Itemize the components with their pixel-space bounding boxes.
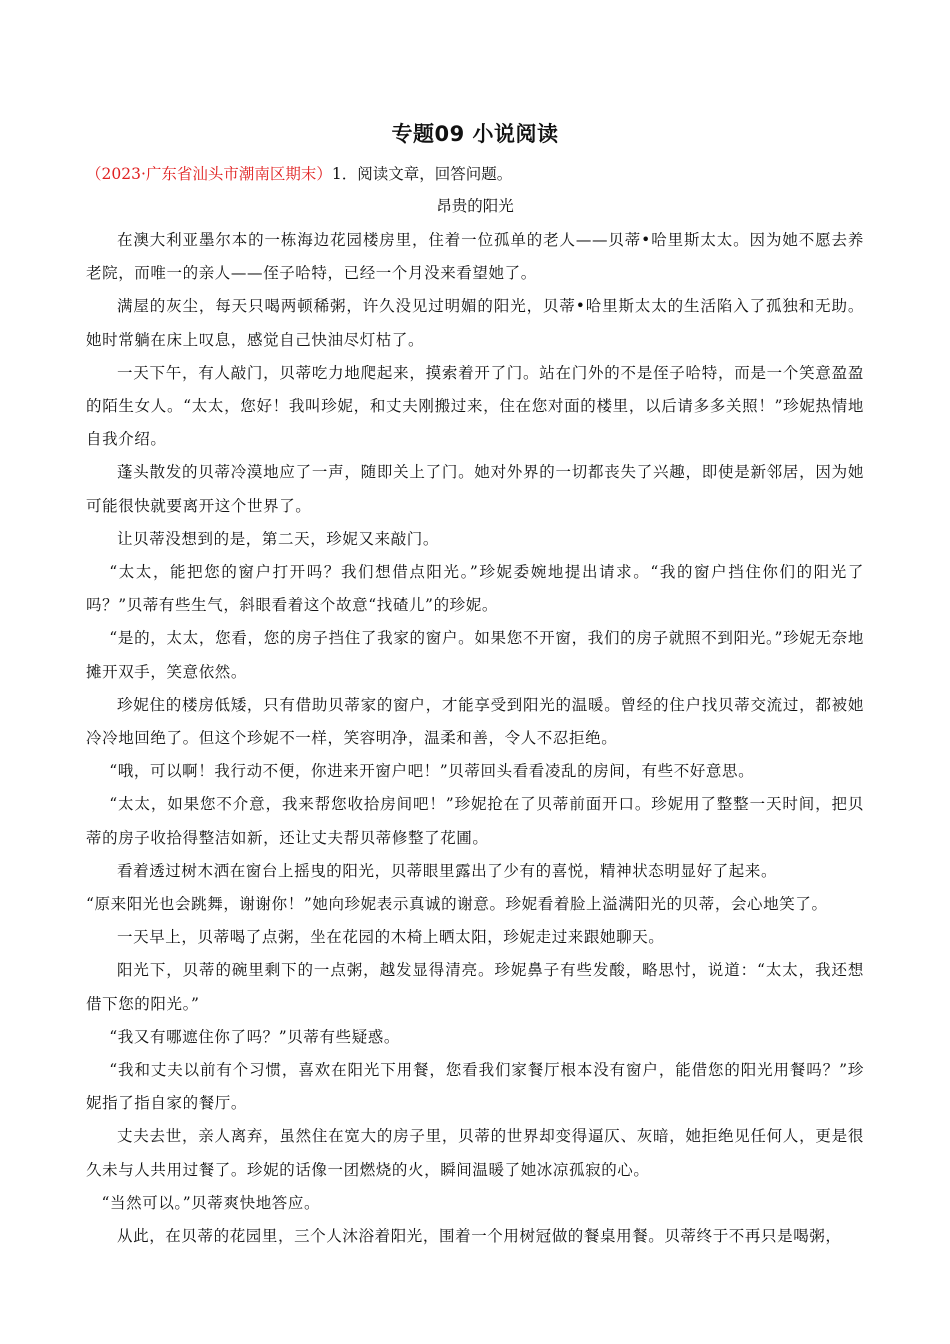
paragraph: 阳光下，贝蒂的碗里剩下的一点粥，越发显得清亮。珍妮鼻子有些发酸，略思忖，说道：“太太，我还想借下您的阳光。” (86, 961, 864, 1013)
paragraph: “是的，太太，您看，您的房子挡住了我家的窗户。如果您不开窗，我们的房子就照不到阳光。”珍妮无奈地摊开双手，笑意依然。 (86, 629, 864, 681)
paragraph: “哦，可以啊！我行动不便，你进来开窗户吧！”贝蒂回头看看凌乱的房间，有些不好意思。 (109, 762, 755, 781)
paragraph: 让贝蒂没想到的是，第二天，珍妮又来敲门。 (117, 529, 440, 548)
paragraph: 从此，在贝蒂的花园里，三个人沐浴着阳光，围着一个用树冠做的餐桌用餐。贝蒂终于不再只是喝粥， (117, 1227, 842, 1246)
paragraph: “太太，如果您不介意，我来帮您收拾房间吧！”珍妮抢在了贝蒂前面开口。珍妮用了整整一天时间，把贝蒂的房子收拾得整洁如新，还让丈夫帮贝蒂修整了花圃。 (86, 795, 864, 847)
paragraph: 蓬头散发的贝蒂冷漠地应了一声，随即关上了门。她对外界的一切都丧失了兴趣，即使是新邻居，因为她可能很快就要离开这个世界了。 (86, 463, 864, 515)
paragraph: “我又有哪遮住你了吗？”贝蒂有些疑惑。 (109, 1027, 400, 1046)
story-title: 昂贵的阳光 (436, 197, 514, 215)
paragraph: 满屋的灰尘，每天只喝两顿稀粥，许久没见过明媚的阳光，贝蒂•哈里斯太太的生活陷入了孤独和无助。她时常躺在床上叹息，感觉自己快油尽灯枯了。 (86, 297, 864, 349)
paragraph: “原来阳光也会跳舞，谢谢你！”她向珍妮表示真诚的谢意。珍妮看着脸上溢满阳光的贝蒂，会心地笑了。 (86, 895, 828, 914)
paragraph: 一天下午，有人敲门，贝蒂吃力地爬起来，摸索着开了门。站在门外的不是侄子哈特，而是一个笑意盈盈的陌生女人。“太太，您好！我叫珍妮，和丈夫刚搬过来，住在您对面的楼里，以后请多多关照！”珍妮热情地自我介绍。 (86, 363, 864, 449)
paragraph: 丈夫去世，亲人离弃，虽然住在宽大的房子里，贝蒂的世界却变得逼仄、灰暗，她拒绝见任何人，更是很久未与人共用过餐了。珍妮的话像一团燃烧的火，瞬间温暖了她冰凉孤寂的心。 (86, 1127, 864, 1179)
paragraph: “当然可以。”贝蒂爽快地答应。 (101, 1193, 321, 1212)
question-intro: 1．阅读文章，回答问题。 (331, 165, 513, 183)
question-header (86, 162, 886, 184)
paragraph: 看着透过树木洒在窗台上摇曳的阳光，贝蒂眼里露出了少有的喜悦，精神状态明显好了起来。 (117, 861, 778, 880)
story-body (86, 224, 864, 1253)
document-title: 专题09 小说阅读 (391, 122, 559, 146)
paragraph: 在澳大利亚墨尔本的一栋海边花园楼房里，住着一位孤单的老人——贝蒂•哈里斯太太。因为她不愿去养老院，而唯一的亲人——侄子哈特，已经一个月没来看望她了。 (86, 231, 864, 283)
paragraph: 珍妮住的楼房低矮，只有借助贝蒂家的窗户，才能享受到阳光的温暖。曾经的住户找贝蒂交流过，都被她冷冷地回绝了。但这个珍妮不一样，笑容明净，温柔和善，令人不忍拒绝。 (86, 695, 864, 748)
question-source: （2023·广东省汕头市潮南区期末） (86, 165, 332, 183)
paragraph: “太太，能把您的窗户打开吗？我们想借点阳光。”珍妮委婉地提出请求。“我的窗户挡住你们的阳光了吗？”贝蒂有些生气，斜眼看着这个故意“找碴儿”的珍妮。 (86, 563, 864, 615)
paragraph: “我和丈夫以前有个习惯，喜欢在阳光下用餐，您看我们家餐厅根本没有窗户，能借您的阳光用餐吗？”珍妮指了指自家的餐厅。 (86, 1061, 864, 1113)
paragraph: 一天早上，贝蒂喝了点粥，坐在花园的木椅上晒太阳，珍妮走过来跟她聊天。 (117, 928, 665, 947)
